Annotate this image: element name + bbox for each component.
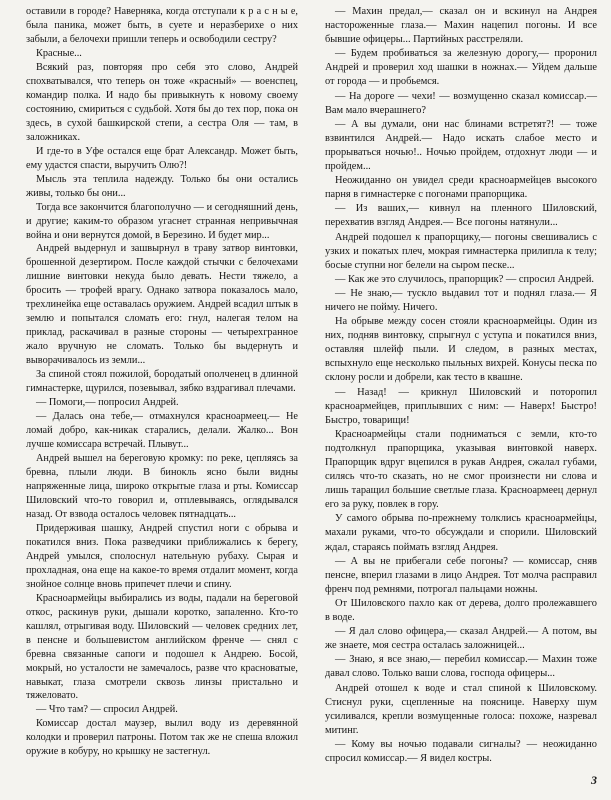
paragraph: Мысль эта теплила надежду. Только бы они остались живы, только бы они... xyxy=(26,173,298,199)
paragraph: — А вы не прибегали себе погоны? — комиссар, сняв пенсне, вперил глазами в лицо Андрея. Тот молча расправил френч под ремнями, потрогал пальцами ножны. xyxy=(325,555,597,595)
paragraph: — Кому вы ночью подавали сигналы? — неожиданно спросил комиссар.— Я видел костры. xyxy=(325,738,597,764)
paragraph: Красные... xyxy=(36,47,82,59)
paragraph: И где-то в Уфе остался еще брат Александр. Может быть, ему удастся спасти, выручить Олю?! xyxy=(26,145,298,171)
paragraph: — Назад! — крикнул Шиловский и поторопил красноармейцев, приплывших с ним: — Наверх! Быстро! Быстро, товарищи! xyxy=(325,386,597,426)
paragraph: Всякий раз, повторяя про себя это слово, Андрей спохватывался, что теперь он тоже «красный» — военспец, командир полка. И надо бы привыкнуть к новому своему состоянию, смириться с судьбой. Хотя бы до тех пор, пока он здесь, в сухой башкирской степи, а сестра Оля — там, в заложниках. xyxy=(26,61,298,143)
paragraph: оставили в городе? Наверняка, когда отступали к р а с н ы е, была паника, может быть, в суете и неразберихе о них забыли, а белочехи пришли теперь и освободили сестру? xyxy=(26,6,298,45)
paragraph: У самого обрыва по-прежнему толклись красноармейцы, махали руками, что-то обсуждали и спорили. Шиловский ждал, стараясь поймать взгляд Андрея. xyxy=(325,513,597,553)
paragraph: Придерживая шашку, Андрей спустил ноги с обрыва и покатился вниз. Пока разведчики приближались к берегу, Андрей умылся, сполоснул нательную рубаху. Сырая и прохладная, она еще на какое-то время отдалит момент, когда знойное солнце вновь припечет плечи и спину. xyxy=(26,522,298,590)
paragraph: — На дороге — чехи! — возмущенно сказал комиссар.— Вам мало вчерашнего? xyxy=(325,90,597,116)
page-number: 3 xyxy=(591,773,597,787)
paragraph: Тогда все закончится благополучно — и сегодняшний день, и другие; каким-то образом угаснет странная непривычная война и они вернутся домой, в Березино. И будет мир... xyxy=(26,201,298,241)
paragraph: На обрыве между сосен стояли красноармейцы. Один из них, подняв винтовку, спрыгнул с уступа и покатился вниз, оставляя шлейф пыли. И следом, в разных местах, вспыхнуло еще несколько пыльных вихрей. Конусы песка по склону росли и добрели, как тесто в квашне. xyxy=(325,316,597,384)
paragraph: Неожиданно он увидел среди красноармейцев высокого парня в гимнастерке с погонами прапорщика. xyxy=(325,175,597,201)
paragraph: — Что там? — спросил Андрей. xyxy=(36,704,178,716)
paragraph: — Знаю, я все знаю,— перебил комиссар.— Махин тоже давал слово. Только ваши слова, господа офицеры... xyxy=(325,654,597,680)
paragraph: — Я дал слово офицера,— сказал Андрей.— А потом, вы же знаете, моя сестра осталась заложницей... xyxy=(325,626,597,652)
paragraph: — Махин предал,— сказал он и вскинул на Андрея настороженные глаза.— Махин нацепил погоны. И все бывшие офицеры... Партийных расстреляли. xyxy=(325,6,597,46)
paragraph: Андрей выдернул и зашвырнул в траву затвор винтовки, брошенной дезертиром. После каждой стычки с белочехами лишние винтовки некуда было девать. Нести тяжело, а бросить — трофей врагу. Однако затвора показалось мало, трехлинейка еще оставалась оружием. Андрей всадил штык в землю и попытался сломать его: гнул, налегая телом на приклад, раскачивал в разные стороны — четырехгранное жало вручную не сломать. Только бы выдернуть и выворачивалось из земли... xyxy=(26,243,298,367)
paragraph: Красноармейцы выбирались из воды, падали на береговой откос, раскинув руки, дышали коротко, запаленно. Кто-то кашлял, отрыгивая воду. Шиловский — человек средних лет, в пенсне и большевистом английском френче — снял с бревна связанные сапоги и подошел к Андрею. Босой, мокрый, но усталости не замечалось, разве что красноватые, навыкат, глаза смотрели сквозь линзы пристально и тяжеловато. xyxy=(26,592,298,702)
paragraph: — Далась она тебе,— отмахнулся красноармеец.— Не ломай добро, как-никак старались, делали. Жалко... Вон лучше комиссара встречай. Плывут... xyxy=(26,411,298,451)
right-column xyxy=(325,5,597,766)
paragraph: Андрей отошел к воде и стал спиной к Шиловскому. Стиснул руки, сцепленные на пояснице. Наверху шум усиливался, крепли возмущенные голоса: похоже, назревал митинг. xyxy=(325,682,597,736)
paragraph: От Шиловского пахло как от дерева, долго пролежавшего в воде. xyxy=(325,597,597,624)
paragraph: Комиссар достал маузер, вылил воду из деревянной колодки и проверил патроны. Потом так же не спеша вложил оружие в кобуру, но крышку не застегнул. xyxy=(26,718,298,758)
left-column xyxy=(26,5,298,766)
paragraph: Красноармейцы стали подниматься с земли, кто-то подтолкнул прапорщика, указывая винтовкой наверх. Прапорщик вдруг вцепился в рукав Андрея, сжалал губами, силясь что-то сказать, но не смог произнести ни слова и лишь таращил большие светлые глаза. Красноармеец дернул его за руку, повлек в гору. xyxy=(325,428,597,511)
paragraph: — Будем пробиваться за железную дорогу,— проронил Андрей и проверил ход шашки в ножнах.— Уйдем дальше от города — и пробьемся. xyxy=(325,48,597,88)
text-columns xyxy=(26,5,597,766)
paragraph: Андрей вышел на береговую кромку: по реке, цепляясь за бревна, плыли люди. В бинокль ясно были видны напряженные лица, широко открытые глаза и рты. Комиссар Шиловский что-то говорил и, отплевываясь, оглядывался назад. От взвода осталось человек пятнадцать... xyxy=(26,453,298,520)
paragraph: — Помоги,— попросил Андрей. xyxy=(36,397,179,409)
paragraph: — Как же это случилось, прапорщик? — спросил Андрей. xyxy=(335,273,594,285)
paragraph: Андрей подошел к прапорщику,— погоны свешивались с узких и покатых плеч, мокрая гимнастерка прилипла к телу; босые ступни ног белели на сыром песке... xyxy=(325,231,597,271)
paragraph: За спиной стоял пожилой, бородатый ополченец в длинной гимнастерке, щурился, позевывал, зябко вздрагивал плечами. xyxy=(26,369,298,395)
paragraph: — Не знаю,— тускло выдавил тот и поднял глаза.— Я ничего не пойму. Ничего. xyxy=(325,287,597,313)
paragraph: — Из ваших,— кивнул на пленного Шиловский, перехватив взгляд Андрея.— Все погоны натянули... xyxy=(325,203,597,229)
paragraph: — А вы думали, они нас блинами встретят?! — тоже взвинтился Андрей.— Надо искать слабое место и прорываться ночью!.. Ночью пройдем, отдохнут люди — и пройдем... xyxy=(325,118,597,173)
